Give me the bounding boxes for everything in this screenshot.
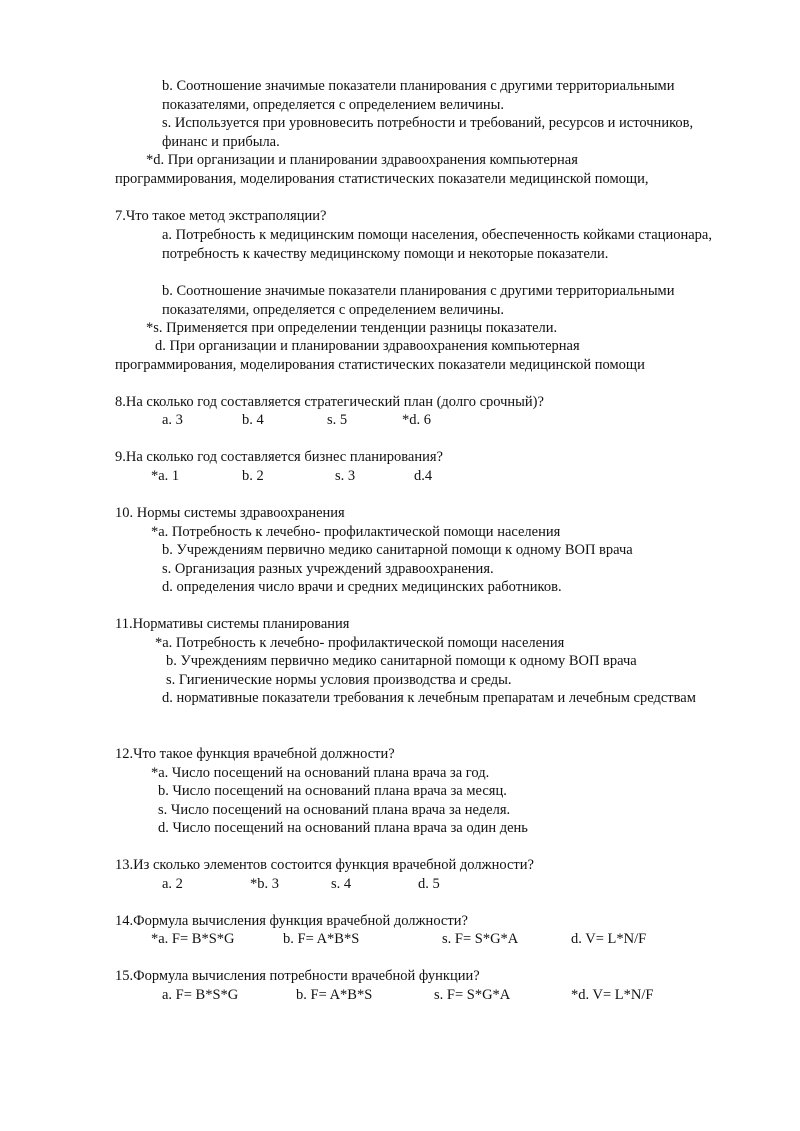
question-11-option-s: s. Гигиенические нормы условия производства и среды. [166, 672, 512, 688]
question-11-option-a: *a. Потребность к лечебно- профилактической помощи населения [155, 635, 565, 651]
option-a: *a. 1 [151, 468, 180, 484]
option-d: d.4 [414, 468, 433, 484]
option-d-line1: *d. При организации и планировании здравоохранения компьютерная [146, 152, 578, 168]
option-b: b. F= A*B*S [296, 987, 373, 1003]
option-s: s. 4 [331, 876, 352, 892]
option-a: a. 3 [162, 412, 183, 428]
question-10-option-a: *a. Потребность к лечебно- профилактической помощи населения [151, 524, 561, 540]
question-12-option-d: d. Число посещений на оснований плана врача за один день [158, 820, 528, 836]
option-s: s. Используется при уровновесить потребности и требований, ресурсов и источников, финанс и прибыла. [162, 115, 694, 150]
option-b: b. 2 [242, 468, 264, 484]
option-s: s. F= S*G*A [434, 987, 511, 1003]
question-12-option-b: b. Число посещений на оснований плана врача за месяц. [158, 783, 507, 799]
option-b: *b. 3 [250, 876, 279, 892]
question-8-options [0, 411, 800, 430]
question-11-option-d: d. нормативные показатели требования к лечебным препаратам и лечебным средствам [162, 690, 696, 706]
option-d: *d. 6 [402, 412, 431, 428]
question-9-options [0, 467, 800, 486]
question-13-options [0, 875, 800, 894]
question-7-title: 7.Что такое метод экстраполяции? [115, 208, 327, 224]
question-12-option-s: s. Число посещений на оснований плана врача за неделя. [158, 802, 511, 818]
option-s: s. 3 [335, 468, 356, 484]
option-d-line2: программирования, моделирования статистических показатели медицинской помощи, [115, 171, 649, 187]
question-14-options [0, 930, 800, 949]
question-11-option-b: b. Учреждениям первично медико санитарной помощи к одному ВОП врача [166, 653, 637, 669]
question-9-title: 9.На сколько год составляется бизнес планирования? [115, 449, 443, 465]
option-b: b. 4 [242, 412, 264, 428]
option-s: s. 5 [327, 412, 348, 428]
question-15-options [0, 986, 800, 1005]
question-15-title: 15.Формула вычисления потребности врачебной функции? [115, 968, 480, 984]
question-12-option-a: *a. Число посещений на оснований плана врача за год. [151, 765, 490, 781]
question-7-option-b: b. Соотношение значимые показатели планирования с другими территориальными показателями, определяется с определением величины. [162, 283, 675, 318]
option-a: *a. F= B*S*G [151, 931, 235, 947]
question-10-title: 10. Нормы системы здравоохранения [115, 505, 345, 521]
question-7-option-d-line2: программирования, моделирования статистических показатели медицинской помощи [115, 357, 645, 373]
question-7-option-s: *s. Применяется при определении тенденции разницы показатели. [146, 320, 558, 336]
option-b: b. F= A*B*S [283, 931, 360, 947]
option-a: a. F= B*S*G [162, 987, 239, 1003]
option-a: a. 2 [162, 876, 183, 892]
question-10-option-s: s. Организация разных учреждений здравоохранения. [162, 561, 494, 577]
question-7-option-a: a. Потребность к медицинским помощи населения, обеспеченность койками стационара, потребность к качеству медицинскому помощи и некоторые показатели. [162, 227, 712, 262]
option-d: *d. V= L*N/F [571, 987, 654, 1003]
question-12-title: 12.Что такое функция врачебной должности? [115, 746, 395, 762]
question-10-option-b: b. Учреждениям первично медико санитарной помощи к одному ВОП врача [162, 542, 633, 558]
question-11-title: 11.Нормативы системы планирования [115, 616, 350, 632]
question-8-title: 8.На сколько год составляется стратегический план (долго срочный)? [115, 394, 544, 410]
question-10-option-d: d. определения число врачи и средних медицинских работников. [162, 579, 562, 595]
question-13-title: 13.Из сколько элементов состоится функция врачебной должности? [115, 857, 534, 873]
option-b: b. Соотношение значимые показатели планирования с другими территориальными показателями, определяется с определением величины. [162, 78, 675, 113]
option-d: d. 5 [418, 876, 440, 892]
question-14-title: 14.Формула вычисления функция врачебной должности? [115, 913, 468, 929]
question-7-option-d-line1: d. При организации и планировании здравоохранения компьютерная [155, 338, 580, 354]
option-s: s. F= S*G*A [442, 931, 519, 947]
option-d: d. V= L*N/F [571, 931, 647, 947]
